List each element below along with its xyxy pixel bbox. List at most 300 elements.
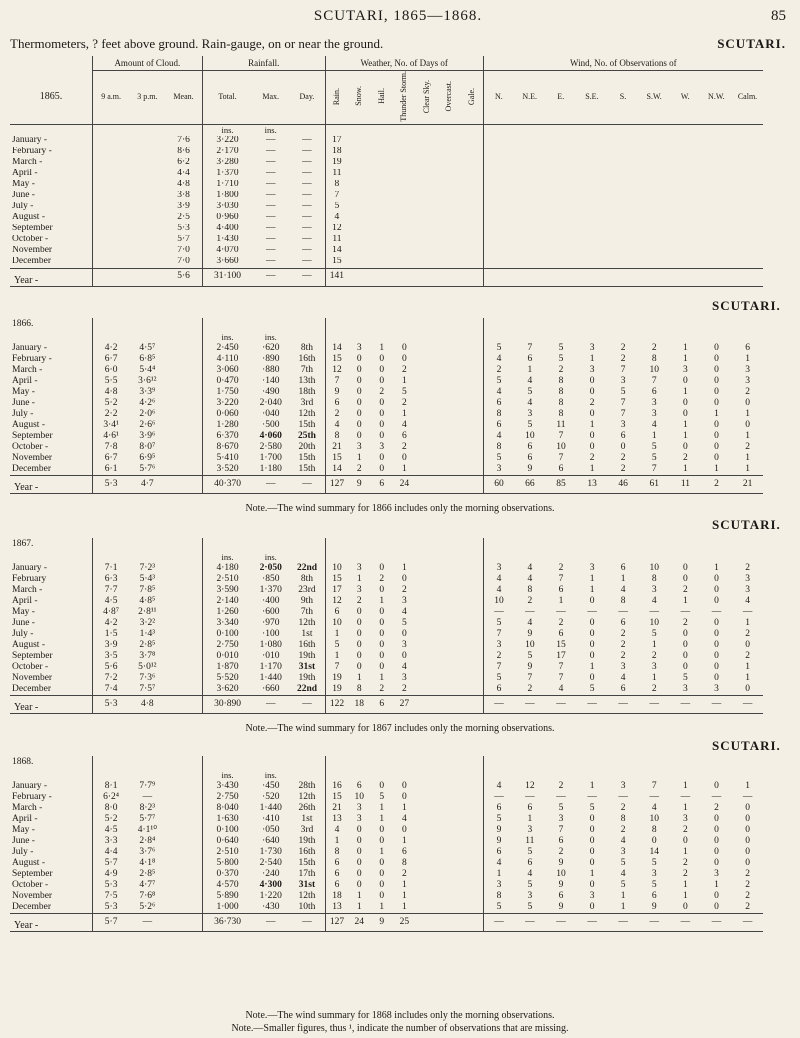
cloud-cell: 5·2⁶ <box>139 902 156 912</box>
spacer-cell <box>483 124 514 136</box>
rainfall-cell: — <box>302 256 312 267</box>
weather-cell: 0 <box>356 651 362 661</box>
table-row <box>10 640 788 651</box>
wind-cell: — <box>618 792 628 802</box>
wind-cell: 4 <box>651 803 657 813</box>
rainfall-cell: 19th <box>298 651 316 661</box>
table-row <box>10 607 788 618</box>
wind-cell <box>670 158 701 169</box>
weather-cell: 0 <box>379 409 385 419</box>
table-row <box>10 376 788 387</box>
cloud-cell <box>166 607 202 618</box>
weather-cell: 0 <box>356 880 362 890</box>
wind-cell: 5 <box>651 629 657 639</box>
wind-cell: 4 <box>527 563 533 573</box>
units-row <box>10 332 788 343</box>
rainfall-cell: ·890 <box>262 354 280 364</box>
rainfall-cell: — <box>302 234 312 245</box>
column-header <box>393 71 416 125</box>
cloud-cell <box>166 684 202 696</box>
cloud-cell: 7·0 <box>177 245 190 256</box>
spacer-cell <box>129 770 165 781</box>
year-table-1867 <box>10 538 788 714</box>
weather-cell <box>438 398 461 409</box>
weather-cell <box>393 191 416 202</box>
spacer-cell <box>701 552 732 563</box>
wind-cell: 2 <box>745 442 750 452</box>
wind-cell: — <box>587 792 597 802</box>
weather-total <box>460 268 483 286</box>
weather-cell <box>438 902 461 914</box>
weather-cell: 15 <box>325 792 348 803</box>
unit-label: ins. <box>264 552 277 563</box>
spacer-cell <box>514 332 545 343</box>
wind-cell: 5 <box>620 858 626 868</box>
wind-cell <box>545 257 576 269</box>
spacer-cell <box>415 124 438 136</box>
spacer-cell <box>461 770 484 781</box>
rainfall-cell: ·050 <box>262 825 280 835</box>
wind-cell <box>701 246 732 257</box>
table-row <box>10 431 788 442</box>
column-header-row <box>10 71 788 125</box>
cloud-total: 5·3 <box>93 476 129 494</box>
rainfall-cell: 2·510 <box>202 574 252 585</box>
rainfall-cell: 12th <box>298 792 316 802</box>
wind-cell: 2 <box>620 651 626 661</box>
page-subtitle-line <box>10 36 786 54</box>
weather-cell <box>348 246 371 257</box>
weather-cell <box>393 158 416 169</box>
wind-cell: 6 <box>558 836 564 846</box>
cloud-cell: 2·0⁶ <box>139 409 156 419</box>
wind-cell: 3 <box>558 814 564 824</box>
wind-cell <box>639 224 670 235</box>
rainfall-total: 40·370 <box>202 476 252 494</box>
wind-cell: 10 <box>525 640 535 650</box>
year-total-label: Year - <box>10 268 93 286</box>
rainfall-cell: — <box>265 135 276 146</box>
weather-cell <box>461 673 484 684</box>
rainfall-cell: 31st <box>298 662 316 672</box>
wind-cell: 1 <box>714 409 719 419</box>
spacer-cell <box>438 538 461 552</box>
wind-cell: 10 <box>483 596 514 607</box>
wind-total: 2 <box>701 476 732 494</box>
weather-total <box>416 476 439 494</box>
weather-cell: 3 <box>356 343 362 353</box>
table-row <box>10 618 788 629</box>
wind-cell: 2 <box>683 618 688 628</box>
wind-cell: 5 <box>651 453 657 463</box>
weather-cell <box>438 147 461 158</box>
weather-cell: 1 <box>379 814 385 824</box>
wind-cell: 5 <box>527 420 533 430</box>
weather-cell: 1 <box>401 836 407 846</box>
wind-cell: 0 <box>620 442 626 452</box>
weather-cell: 0 <box>379 618 385 628</box>
column-header-text: Gale. <box>466 87 476 105</box>
weather-cell <box>461 453 484 464</box>
wind-cell: 2 <box>620 629 626 639</box>
cloud-cell <box>166 563 202 574</box>
section-label-1867: SCUTARI. <box>712 517 781 532</box>
weather-cell <box>416 684 439 696</box>
wind-cell <box>670 191 701 202</box>
weather-cell <box>461 365 484 376</box>
weather-cell: 1 <box>325 651 348 662</box>
table-row <box>10 409 788 420</box>
wind-cell: 4 <box>558 684 564 694</box>
weather-cell <box>438 803 461 814</box>
weather-cell <box>348 147 371 158</box>
month-label: January - <box>12 135 48 146</box>
wind-cell: 7 <box>651 464 657 474</box>
wind-cell: 4 <box>745 596 750 606</box>
wind-cell: 0 <box>589 431 595 441</box>
wind-cell: 4 <box>483 585 514 596</box>
column-header: Total. <box>202 71 252 125</box>
wind-cell <box>576 246 607 257</box>
wind-cell: 0 <box>589 442 595 452</box>
rainfall-cell: ·620 <box>262 343 280 353</box>
cloud-cell: 7·8⁵ <box>139 585 156 595</box>
weather-cell <box>461 420 484 431</box>
month-label: August - <box>12 858 45 868</box>
wind-cell <box>732 169 763 180</box>
wind-cell: 5 <box>651 442 657 452</box>
wind-cell <box>514 169 545 180</box>
spacer-cell <box>289 756 325 770</box>
weather-cell <box>461 662 484 673</box>
wind-cell: 9 <box>558 880 564 890</box>
cloud-cell <box>129 213 165 224</box>
rainfall-cell: 1·370 <box>259 585 282 595</box>
wind-cell <box>701 158 732 169</box>
wind-cell <box>701 213 732 224</box>
spacer-cell <box>639 318 670 332</box>
cloud-cell <box>93 169 129 180</box>
weather-cell <box>416 607 439 618</box>
wind-cell: 2 <box>745 563 750 573</box>
wind-cell: — <box>556 607 566 617</box>
weather-cell <box>416 781 439 792</box>
weather-cell <box>461 781 484 792</box>
wind-cell: 1 <box>714 880 719 890</box>
location-label: SCUTARI. <box>717 36 786 51</box>
year-table-1868 <box>10 756 788 932</box>
weather-cell <box>348 169 371 180</box>
spacer-cell <box>608 770 639 781</box>
cloud-cell <box>166 343 202 354</box>
rainfall-cell: 0·100 <box>202 825 252 836</box>
cloud-cell <box>129 246 165 257</box>
weather-cell <box>416 902 439 914</box>
weather-cell: 1 <box>401 464 407 474</box>
weather-cell: 3 <box>401 673 407 683</box>
cloud-cell: 4·7⁷ <box>139 880 156 890</box>
wind-cell: — <box>649 792 660 802</box>
wind-cell: 3 <box>527 409 533 419</box>
table-row <box>10 596 788 607</box>
spacer-cell <box>545 318 576 332</box>
wind-cell <box>732 191 763 202</box>
wind-cell: 0 <box>714 365 719 375</box>
weather-cell <box>370 147 393 158</box>
wind-cell: 0 <box>589 651 595 661</box>
wind-cell: — <box>711 607 722 617</box>
weather-cell <box>438 442 461 453</box>
weather-cell <box>438 684 461 696</box>
wind-cell: 1 <box>745 781 750 791</box>
rainfall-cell: 1·000 <box>202 902 252 914</box>
cloud-cell: 3·7⁶ <box>139 847 156 857</box>
spacer-cell <box>253 538 289 552</box>
weather-cell: 5 <box>401 387 407 397</box>
spacer-cell <box>129 552 165 563</box>
month-label: August - <box>12 420 45 430</box>
wind-cell: 8 <box>483 442 514 453</box>
wind-cell <box>701 147 732 158</box>
table-row <box>10 224 788 235</box>
wind-cell <box>514 213 545 224</box>
table-row <box>10 136 788 147</box>
rainfall-cell: ·520 <box>262 792 280 802</box>
wind-cell: 1 <box>683 891 688 901</box>
weather-cell <box>438 387 461 398</box>
wind-total <box>607 268 638 286</box>
spacer-cell <box>348 756 371 770</box>
weather-cell <box>370 191 393 202</box>
rainfall-cell: 1·370 <box>202 169 252 180</box>
wind-cell: 6 <box>651 891 657 901</box>
column-header <box>348 71 371 125</box>
weather-cell <box>416 376 439 387</box>
wind-cell: 1 <box>651 431 657 441</box>
wind-cell: 1 <box>589 869 595 879</box>
cloud-cell: 5·5 <box>93 376 129 387</box>
spacer-cell <box>607 124 638 136</box>
cloud-cell: 8·2³ <box>139 803 156 813</box>
spacer-cell <box>438 552 461 563</box>
weather-cell <box>438 376 461 387</box>
month-label: May - <box>12 387 35 397</box>
wind-cell: 7 <box>620 409 626 419</box>
rainfall-cell: 1·800 <box>202 191 252 202</box>
wind-cell: 0 <box>745 684 750 694</box>
wind-cell: 6 <box>527 858 533 868</box>
spacer-cell <box>577 552 608 563</box>
weather-cell <box>370 213 393 224</box>
weather-cell: 2 <box>325 409 348 420</box>
wind-cell: 0 <box>683 902 688 912</box>
wind-cell: 0 <box>589 825 595 835</box>
cloud-total: — <box>129 914 165 932</box>
weather-cell: 0 <box>356 847 362 857</box>
weather-cell <box>460 202 483 213</box>
wind-cell <box>483 246 514 257</box>
wind-cell: 10 <box>649 618 660 628</box>
weather-cell: 4 <box>401 814 407 824</box>
wind-cell: 8 <box>483 891 514 902</box>
cloud-cell: 7·1 <box>93 563 129 574</box>
spacer-cell <box>393 552 416 563</box>
weather-cell: 0 <box>379 354 385 364</box>
wind-cell: 8 <box>620 596 626 606</box>
spacer-cell <box>348 332 371 343</box>
rainfall-cell: 5·800 <box>202 858 252 869</box>
wind-cell: 1 <box>714 563 719 573</box>
spacer-cell <box>483 538 514 552</box>
spacer-cell <box>608 538 639 552</box>
month-label: November <box>12 453 53 463</box>
weather-cell <box>438 781 461 792</box>
cloud-cell: 2·8⁵ <box>139 640 156 650</box>
rainfall-cell: — <box>302 201 312 212</box>
wind-total: — <box>514 914 545 932</box>
wind-total: — <box>701 914 732 932</box>
cloud-cell <box>166 858 202 869</box>
spacer-cell <box>514 770 545 781</box>
cloud-cell: 4·9 <box>93 869 129 880</box>
cloud-cell <box>93 147 129 158</box>
wind-cell: 0 <box>714 891 719 901</box>
wind-cell: 5 <box>483 902 514 914</box>
cloud-total <box>166 914 202 932</box>
spacer-cell <box>461 318 484 332</box>
cloud-cell: 7·5 <box>93 891 129 902</box>
weather-cell: 0 <box>379 563 385 573</box>
spacer-cell <box>514 124 545 136</box>
column-header: N.W. <box>701 71 732 125</box>
weather-cell: 2 <box>379 387 385 397</box>
cloud-cell: 8·0⁷ <box>139 442 156 452</box>
weather-cell: 1 <box>401 891 407 901</box>
column-header: S.W. <box>639 71 670 125</box>
wind-cell: 0 <box>683 574 688 584</box>
weather-cell <box>461 563 484 574</box>
weather-cell <box>460 136 483 147</box>
weather-cell: 11 <box>325 235 348 246</box>
wind-cell: 0 <box>589 376 595 386</box>
wind-total: 13 <box>577 476 608 494</box>
weather-cell <box>438 213 461 224</box>
wind-cell: 8 <box>558 376 564 386</box>
spacer-cell <box>416 552 439 563</box>
wind-cell: 0 <box>683 836 688 846</box>
wind-cell: 3 <box>527 825 533 835</box>
rainfall-cell: 3·280 <box>202 158 252 169</box>
weather-cell <box>415 191 438 202</box>
cloud-cell <box>166 453 202 464</box>
wind-cell: 0 <box>714 453 719 463</box>
wind-cell <box>514 224 545 235</box>
cloud-cell: 4·1⁸ <box>139 858 156 868</box>
weather-cell: 7 <box>325 662 348 673</box>
weather-cell <box>438 792 461 803</box>
cloud-cell: 3·5 <box>93 651 129 662</box>
weather-cell <box>370 180 393 191</box>
wind-cell: 0 <box>683 409 688 419</box>
weather-cell <box>416 398 439 409</box>
wind-cell: 0 <box>745 398 750 408</box>
wind-cell <box>545 213 576 224</box>
wind-cell <box>701 169 732 180</box>
wind-cell: 8 <box>651 574 657 584</box>
weather-cell <box>370 257 393 269</box>
weather-cell <box>461 847 484 858</box>
weather-cell <box>416 365 439 376</box>
wind-cell: 2 <box>745 869 750 879</box>
rainfall-cell: 1·430 <box>202 235 252 246</box>
wind-cell: 1 <box>745 673 750 683</box>
wind-cell: 2 <box>651 684 657 694</box>
spacer-cell <box>639 552 670 563</box>
spacer-cell <box>483 332 514 343</box>
cloud-cell <box>166 574 202 585</box>
wind-cell: 6 <box>527 453 533 463</box>
group-header-row <box>10 56 788 71</box>
cloud-cell <box>166 464 202 476</box>
spacer-cell <box>348 318 371 332</box>
wind-cell <box>545 235 576 246</box>
wind-cell: 8 <box>651 825 657 835</box>
wind-cell: 2 <box>558 847 564 857</box>
wind-cell: 1 <box>683 354 688 364</box>
wind-cell: 2 <box>745 891 750 901</box>
rainfall-cell: 4·300 <box>259 880 282 890</box>
wind-cell <box>732 246 763 257</box>
rainfall-cell: ·450 <box>262 781 280 791</box>
spacer-cell <box>545 552 576 563</box>
cloud-cell <box>93 158 129 169</box>
weather-cell: 1 <box>401 902 407 912</box>
spacer-cell <box>514 318 545 332</box>
rainfall-cell: 0·010 <box>202 651 252 662</box>
weather-cell <box>438 651 461 662</box>
wind-cell: 7 <box>620 398 626 408</box>
spacer-cell <box>701 332 732 343</box>
rainfall-cell: 3·060 <box>202 365 252 376</box>
wind-total: — <box>732 914 763 932</box>
column-header: Day. <box>289 71 325 125</box>
wind-cell: 0 <box>714 629 719 639</box>
weather-cell: 1 <box>401 803 407 813</box>
weather-cell <box>438 891 461 902</box>
weather-total: 9 <box>348 476 371 494</box>
spacer-cell <box>670 124 701 136</box>
table-row <box>10 442 788 453</box>
weather-cell: 0 <box>356 431 362 441</box>
weather-cell <box>460 158 483 169</box>
wind-cell: 4 <box>483 858 514 869</box>
spacer-cell <box>701 318 732 332</box>
spacer-cell <box>289 124 325 136</box>
table-row <box>10 158 788 169</box>
rainfall-cell: ·500 <box>262 420 280 430</box>
wind-cell: 5 <box>527 902 533 912</box>
wind-cell <box>607 257 638 269</box>
wind-cell: 3 <box>589 891 595 901</box>
wind-total: — <box>608 696 639 714</box>
wind-cell: 3 <box>714 869 719 879</box>
wind-cell: 1 <box>683 880 688 890</box>
cloud-cell: 5·3 <box>177 223 190 234</box>
wind-cell: 2 <box>620 464 626 474</box>
weather-cell: 4 <box>401 607 407 617</box>
rainfall-cell: 1·750 <box>202 387 252 398</box>
wind-cell: 3 <box>651 585 657 595</box>
